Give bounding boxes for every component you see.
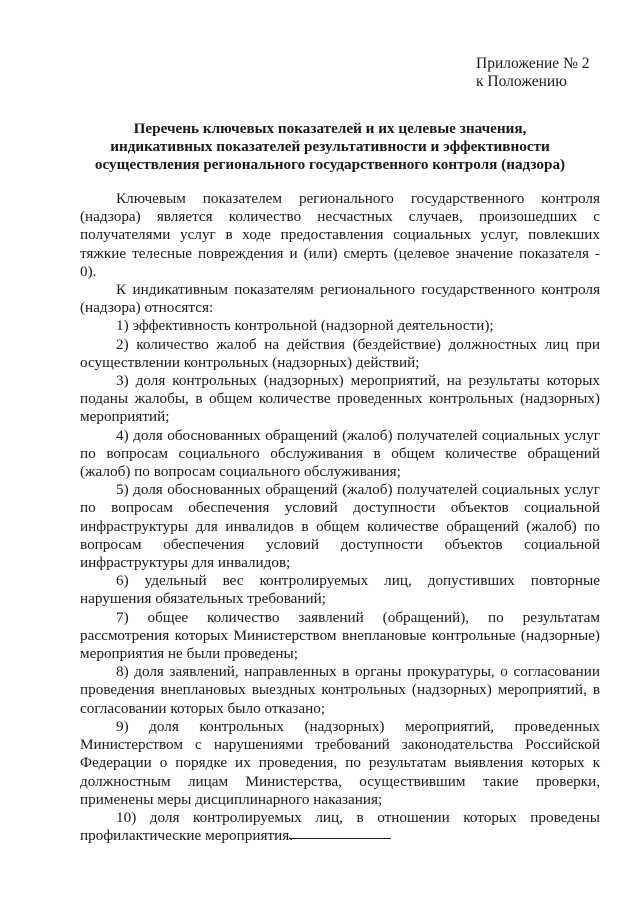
list-item-1: 1) эффективность контрольной (надзорной деятельности); <box>116 317 494 335</box>
title-line-3: осуществления регионального государственного контроля (надзора) <box>94 156 566 173</box>
paragraph-indicative-intro: К индикативным показателям регионального государственного контроля (надзора) относятся: <box>80 281 600 317</box>
list-item-9: 9) доля контрольных (надзорных) мероприятий, проведенных Министерством с нарушениями требований законодательства Российской Федерации о порядке их проведения, по результатам выявления которых к должностным лицам Министерства, осуществившим такие проверки, применены меры дисциплинарного наказания; <box>80 717 600 808</box>
title-line-2: индикативных показателей результативности и эффективности <box>110 138 550 155</box>
end-divider <box>289 838 391 839</box>
list-item-5: 5) доля обоснованных обращений (жалоб) получателей социальных услуг по вопросам обеспечения условий доступности объектов социальной инфраструктуры для инвалидов в общем количестве обращений (жалоб) по вопросам обеспечения условий доступности объектов социальной инфраструктуры для инвалидов; <box>80 481 600 572</box>
appendix-regulation: к Положению <box>476 73 567 90</box>
list-item-10: 10) доля контролируемых лиц, в отношении которых проведены профилактические мероприятия. <box>80 808 600 845</box>
appendix-reference <box>476 55 589 91</box>
list-item-8: 8) доля заявлений, направленных в органы прокуратуры, о согласовании проведения внеплановых выездных контрольных (надзорных) мероприятий, в согласовании которых было отказано; <box>80 663 600 717</box>
paragraph-key-indicator: Ключевым показателем регионального государственного контроля (надзора) является количество несчастных случаев, произошедших с получателями услуг в ходе предоставления социальных услуг, повлекших тяжкие телесные повреждения и (или) смерть (целевое значение показателя - 0). <box>80 190 600 280</box>
list-item-6: 6) удельный вес контролируемых лиц, допустивших повторные нарушения обязательных требований; <box>80 572 600 608</box>
list-item-7: 7) общее количество заявлений (обращений), по результатам рассмотрения которых Министерством внеплановые контрольные (надзорные) мероприятия не были проведены; <box>80 608 600 663</box>
appendix-number: Приложение № 2 <box>476 55 590 72</box>
title-line-1: Перечень ключевых показателей и их целевые значения, <box>133 120 527 137</box>
list-item-3: 3) доля контрольных (надзорных) мероприятий, на результаты которых поданы жалобы, в общем количестве проведенных контрольных (надзорных) мероприятий; <box>80 372 600 426</box>
document-title <box>60 120 600 174</box>
list-item-2: 2) количество жалоб на действия (бездействие) должностных лиц при осуществлении контрольных (надзорных) действий; <box>80 335 600 371</box>
list-item-4: 4) доля обоснованных обращений (жалоб) получателей социальных услуг по вопросам социального обслуживания в общем количестве обращений (жалоб) по вопросам социального обслуживания; <box>80 426 600 481</box>
document-body <box>80 190 600 845</box>
